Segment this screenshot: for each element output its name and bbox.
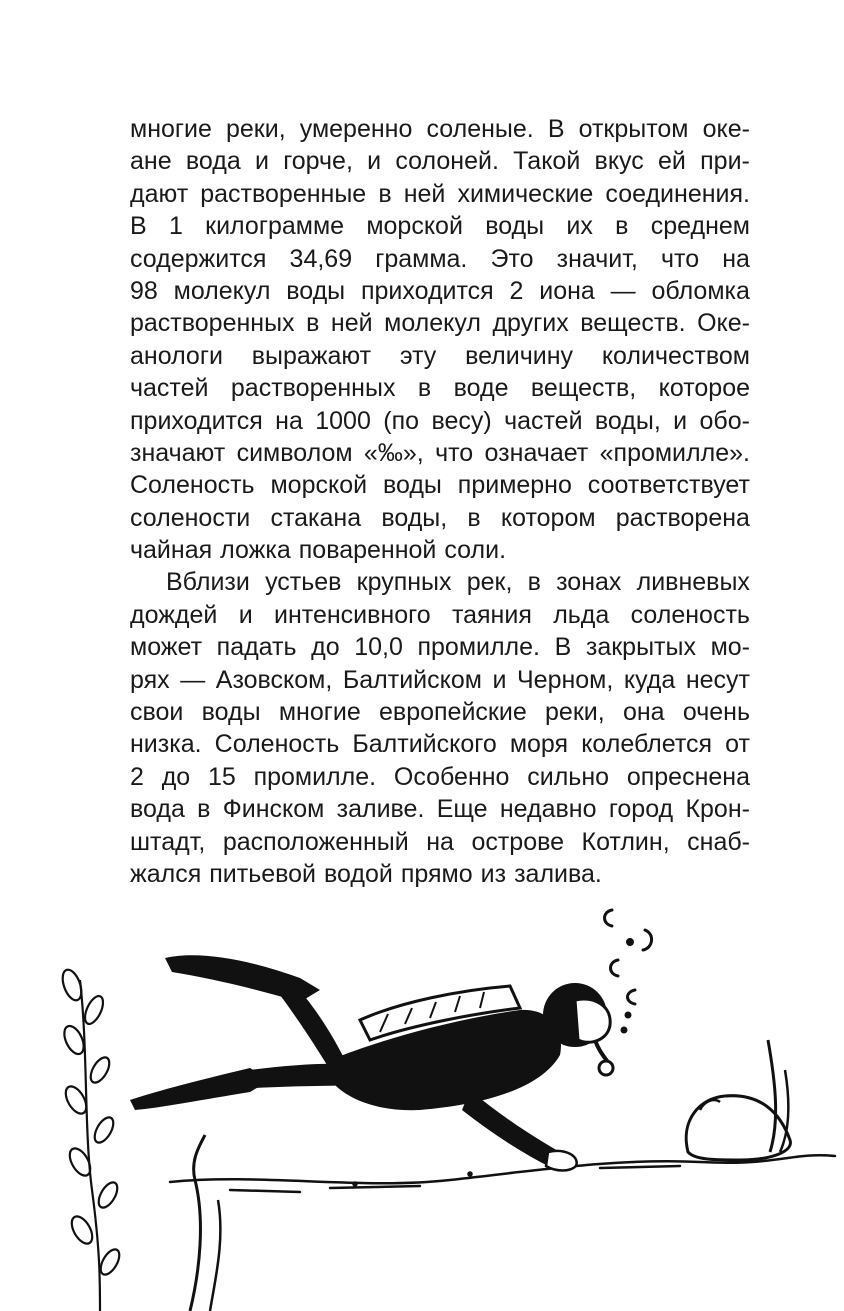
text-line: В 1 килограмме морской воды их в среднем bbox=[130, 212, 750, 241]
text-line: значают символом «‰», что означает «промилле». bbox=[130, 438, 750, 467]
text-line: 98 молекул воды приходится 2 иона — обломка bbox=[130, 276, 750, 305]
text-line: дают растворенные в ней химические соединения. bbox=[130, 179, 750, 208]
text-line: свои воды многие европейские реки, она очень bbox=[130, 698, 750, 727]
text-line: анологи выражают эту величину количеством bbox=[130, 341, 750, 370]
text-line: содержится 34,69 грамма. Это значит, что на bbox=[130, 244, 750, 273]
text-line: Вблизи устьев крупных рек, в зонах ливневых bbox=[166, 568, 750, 597]
text-line: Соленость морской воды примерно соответствует bbox=[130, 471, 750, 500]
bubbles-icon bbox=[605, 910, 652, 1032]
paragraph bbox=[130, 566, 750, 890]
text-line: частей растворенных в воде веществ, которое bbox=[130, 374, 750, 403]
rock-icon bbox=[686, 1040, 790, 1160]
text-line: 2 до 15 промилле. Особенно сильно опреснена bbox=[130, 762, 750, 791]
text-line: жался питьевой водой прямо из залива. bbox=[130, 859, 602, 888]
text-line: может падать до 10,0 промилле. В закрытых мо- bbox=[130, 633, 750, 662]
text-line: солености стакана воды, в котором растворена bbox=[130, 503, 750, 532]
body-text bbox=[130, 113, 750, 890]
text-line: ане вода и горче, и солоней. Такой вкус ей при- bbox=[130, 147, 750, 176]
text-line: многие реки, умеренно соленые. В открытом оке- bbox=[130, 115, 750, 143]
text-line: вода в Финском заливе. Еще недавно город Крон- bbox=[130, 795, 750, 824]
text-line: штадт, расположенный на острове Котлин, снаб- bbox=[130, 827, 750, 856]
text-line: чайная ложка поваренной соли. bbox=[130, 536, 507, 565]
text-line: растворенных в ней молекул других веществ. Оке- bbox=[130, 309, 750, 338]
diver-illustration bbox=[0, 890, 844, 1311]
text-line: приходится на 1000 (по весу) частей воды, и обо- bbox=[130, 406, 750, 435]
seaweed-icon bbox=[59, 967, 220, 1311]
text-line: низка. Соленость Балтийского моря колеблется от bbox=[130, 730, 750, 759]
text-line: рях — Азовском, Балтийском и Черном, куда несут bbox=[130, 665, 750, 694]
text-line: дождей и интенсивного таяния льда соленость bbox=[130, 600, 750, 629]
paragraph bbox=[130, 113, 750, 566]
